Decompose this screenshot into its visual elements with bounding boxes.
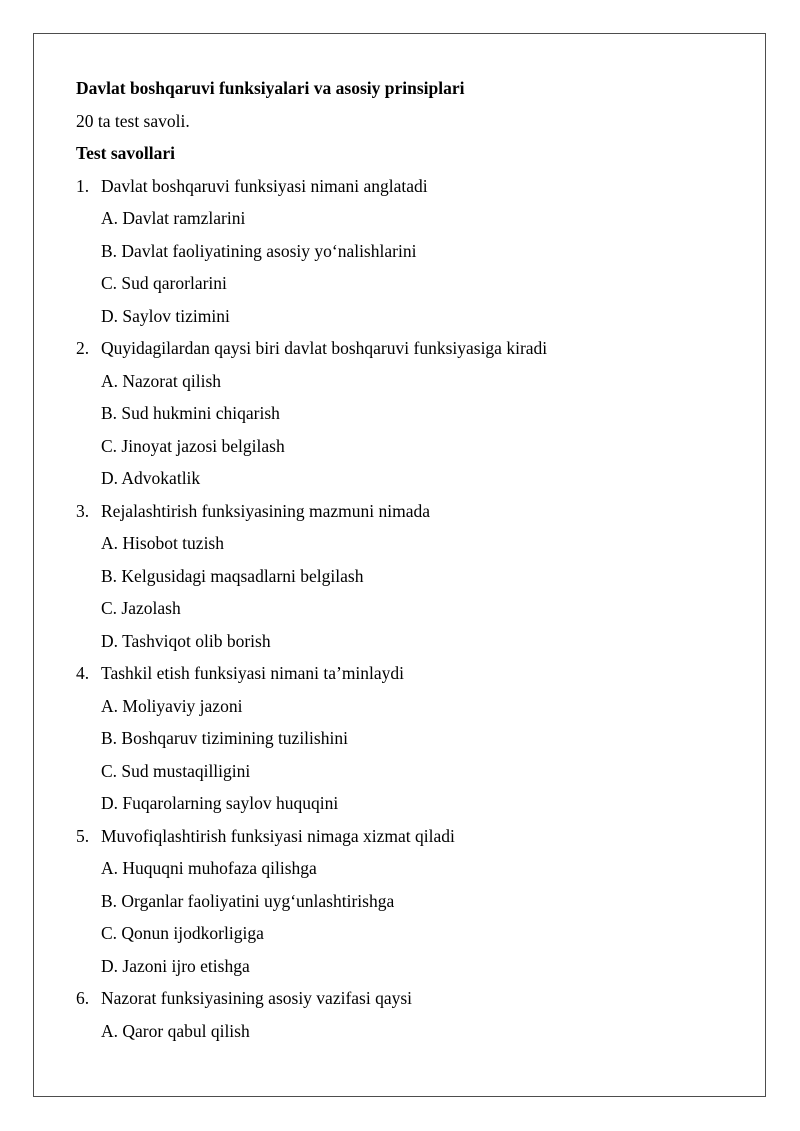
answer-option: B. Sud hukmini chiqarish [101, 403, 280, 423]
answer-option: C. Sud qarorlarini [101, 273, 227, 293]
answer-option: B. Organlar faoliyatini uyg‘unlashtirishga [101, 890, 395, 911]
question-5 [76, 822, 736, 855]
answer-option: C. Jazolash [101, 598, 181, 618]
question-number: 1. [76, 175, 90, 196]
question-6 [76, 984, 736, 1017]
question-number: 3. [76, 500, 90, 521]
question-4 [76, 659, 736, 692]
question-text: Muvofiqlashtirish funksiyasi nimaga xizmat qiladi [101, 825, 455, 846]
answer-option: A. Nazorat qilish [101, 370, 222, 391]
answer-option: D. Tashviqot olib borish [101, 630, 271, 651]
question-number: 4. [76, 663, 90, 683]
answer-option: A. Davlat ramzlarini [101, 208, 246, 228]
document-body [76, 74, 736, 1049]
question-text: Nazorat funksiyasining asosiy vazifasi qaysi [101, 988, 413, 1008]
question-number: 5. [76, 825, 90, 846]
answer-option: C. Qonun ijodkorligiga [101, 923, 264, 943]
document-subtitle: 20 ta test savoli. [76, 110, 190, 131]
question-text: Rejalashtirish funksiyasining mazmuni nimada [101, 500, 431, 521]
answer-option: A. Huquqni muhofaza qilishga [101, 858, 317, 878]
answer-option: D. Saylov tizimini [101, 305, 230, 326]
answer-option: A. Hisobot tuzish [101, 533, 224, 553]
question-text: Davlat boshqaruvi funksiyasi nimani anglatadi [101, 175, 428, 196]
question-text: Tashkil etish funksiyasi nimani ta’minlaydi [101, 663, 405, 683]
answer-option: A. Moliyaviy jazoni [101, 695, 243, 716]
answer-option: D. Advokatlik [101, 468, 201, 488]
section-title: Test savollari [76, 143, 176, 163]
answer-option: A. Qaror qabul qilish [101, 1020, 250, 1041]
answer-option: B. Boshqaruv tizimining tuzilishini [101, 728, 348, 748]
answer-option: D. Jazoni ijro etishga [101, 955, 250, 976]
question-3 [76, 497, 736, 530]
document-title: Davlat boshqaruvi funksiyalari va asosiy prinsiplari [76, 78, 465, 98]
answer-option: C. Jinoyat jazosi belgilash [101, 435, 285, 456]
question-1 [76, 172, 736, 205]
question-number: 2. [76, 338, 90, 358]
answer-option: B. Kelgusidagi maqsadlarni belgilash [101, 565, 364, 586]
question-number: 6. [76, 988, 90, 1008]
answer-option: D. Fuqarolarning saylov huquqini [101, 793, 339, 813]
question-text: Quyidagilardan qaysi biri davlat boshqaruvi funksiyasiga kiradi [101, 338, 548, 358]
answer-option: B. Davlat faoliyatining asosiy yo‘nalishlarini [101, 240, 417, 261]
answer-option: C. Sud mustaqilligini [101, 760, 251, 781]
question-2 [76, 334, 736, 367]
